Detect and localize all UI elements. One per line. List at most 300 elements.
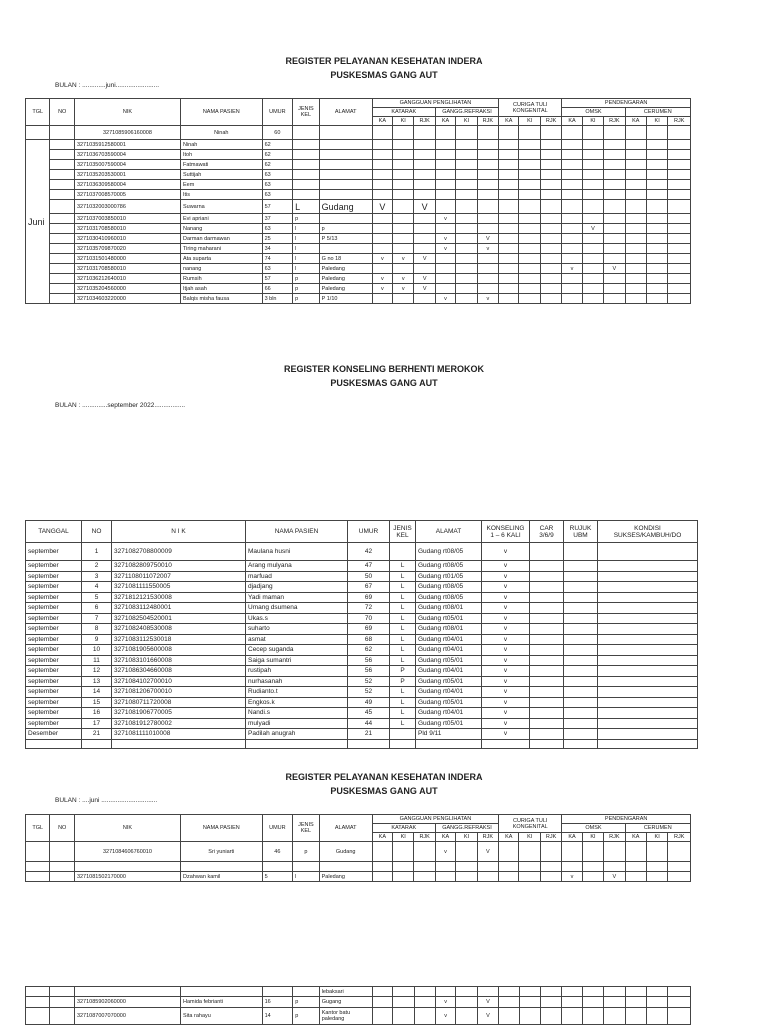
col-tanggal: TANGGAL [26,521,82,543]
konseling-cell: v [482,708,530,719]
jk-cell: l [293,224,320,234]
check-cell [393,224,414,234]
jk-cell: l [293,244,320,254]
konseling-cell: v [482,666,530,677]
puskesmas-title: PUSKESMAS GANG AUT [330,786,438,796]
check-cell [477,150,498,160]
col-ki: KI [646,117,667,126]
check-cell [668,190,691,200]
car-cell [530,603,564,614]
col-ki: KI [456,117,477,126]
check-cell [646,200,667,214]
umur-cell: 68 [348,634,390,645]
alamat-cell: Gudang rt08/05 [416,592,482,603]
col-kondisi: KONDISI SUKSES/KAMBUH/DO [598,521,698,543]
umur-cell: 66 [262,284,293,294]
kondisi-cell [598,603,698,614]
no-cell: 11 [82,655,112,666]
check-cell [582,274,603,284]
col-alamat: ALAMAT [319,99,372,126]
col-ki: KI [582,117,603,126]
col-jenis-kel: JENIS KEL [293,815,320,842]
check-cell: v [562,872,582,882]
table-row [26,294,691,304]
table-row [26,729,698,740]
alamat-cell: Gudang rt05/01 [416,676,482,687]
check-cell [372,234,392,244]
col-ki: KI [393,833,414,842]
check-cell [646,254,667,264]
jk-cell: L [390,687,416,698]
col-katarak: KATARAK [372,824,435,833]
kondisi-cell [598,613,698,624]
check-cell [435,987,455,997]
alamat-cell: lebaksari [319,987,372,997]
table-row [26,634,698,645]
col-nik: N I K [112,521,246,543]
table-row [26,561,698,572]
car-cell [530,729,564,740]
nama-cell: nurhasanah [246,676,348,687]
tanggal-cell: september [26,624,82,635]
no-cell [50,264,74,274]
car-cell [530,666,564,677]
kondisi-cell [598,624,698,635]
alamat-cell: Gudang rt05/01 [416,718,482,729]
rujuk-cell [564,543,598,561]
umur-cell: 60 [262,126,293,140]
check-cell [519,234,540,244]
no-cell: 14 [82,687,112,698]
check-cell [625,234,646,244]
jk-cell [293,150,320,160]
check-cell [372,170,392,180]
check-cell [540,224,561,234]
jk-cell: p [293,214,320,224]
konseling-cell: v [482,655,530,666]
nik-cell: 3271812121530008 [112,592,246,603]
car-cell [530,582,564,593]
rujuk-cell [564,718,598,729]
nama-cell: Fatmawati [180,160,262,170]
col-no: NO [50,815,74,842]
check-cell [646,234,667,244]
check-cell [604,234,625,244]
check-cell [435,170,455,180]
tgl-cell [26,1008,50,1025]
check-cell [393,244,414,254]
check-cell [519,294,540,304]
check-cell [668,170,691,180]
check-cell [499,200,519,214]
nik-cell: 3271081905600008 [112,645,246,656]
check-cell [582,1008,603,1025]
kondisi-cell [598,655,698,666]
col-umur: UMUR [262,815,293,842]
check-cell [668,264,691,274]
no-cell: 15 [82,697,112,708]
check-cell [435,190,455,200]
alamat-cell: Paledang [319,284,372,294]
check-cell [456,997,477,1008]
check-cell [435,200,455,214]
check-cell [604,284,625,294]
check-cell [646,170,667,180]
car-cell [530,634,564,645]
check-cell [519,274,540,284]
col-ki: KI [582,833,603,842]
check-cell [582,987,603,997]
check-cell [477,214,498,224]
nik-cell: 3271084606760010 [74,842,180,862]
nik-cell: 3271082408530008 [112,624,246,635]
jk-cell: L [390,634,416,645]
car-cell [530,687,564,698]
rujuk-cell [564,729,598,740]
col-pendengaran: PENDENGARAN [562,815,691,824]
nama-cell: nanang [180,264,262,274]
nama-cell: Ukas.s [246,613,348,624]
rujuk-cell [564,582,598,593]
kondisi-cell [598,592,698,603]
check-cell [582,264,603,274]
konseling-cell: v [482,697,530,708]
alamat-cell: Gugang [319,997,372,1008]
jk-cell: L [390,645,416,656]
umur-cell: 62 [262,150,293,160]
check-cell [582,244,603,254]
check-cell [372,140,392,150]
tanggal-cell: september [26,561,82,572]
nama-cell: Rumsih [180,274,262,284]
cell [564,739,598,748]
table-row [26,150,691,160]
check-cell [519,254,540,264]
table-row [26,666,698,677]
check-cell [372,244,392,254]
check-cell [646,140,667,150]
alamat-cell: Kantor batu paledang [319,1008,372,1025]
col-refraksi: GANGG.REFRAKSI [435,824,498,833]
table-row [26,244,691,254]
nik-cell: 3271031708580010 [74,264,180,274]
no-cell [50,160,74,170]
check-cell: V [604,264,625,274]
tanggal-cell: september [26,582,82,593]
check-cell [604,997,625,1008]
nik-cell: 3271086304660008 [112,666,246,677]
alamat-cell: Paledang [319,274,372,284]
tanggal-cell: september [26,592,82,603]
umur-cell: 47 [348,561,390,572]
nama-cell: Eem [180,180,262,190]
jk-cell: L [390,603,416,614]
jk-cell: p [293,842,320,862]
check-cell [625,274,646,284]
alamat-cell [319,180,372,190]
check-cell [499,190,519,200]
kondisi-cell [598,697,698,708]
nama-cell: Yadi maman [246,592,348,603]
rujuk-cell [564,676,598,687]
check-cell [456,190,477,200]
check-cell [668,140,691,150]
check-cell [477,264,498,274]
alamat-cell [319,160,372,170]
rujuk-cell [564,708,598,719]
check-cell [477,190,498,200]
konseling-cell: v [482,571,530,582]
check-cell [499,254,519,264]
nik-cell: 3271081912780002 [112,718,246,729]
umur-cell: 49 [348,697,390,708]
check-cell: v [435,997,455,1008]
nama-cell: djadjang [246,582,348,593]
col-ka: KA [372,117,392,126]
check-cell: V [414,284,435,294]
check-cell: v [477,244,498,254]
check-cell [519,160,540,170]
jk-cell [293,140,320,150]
alamat-cell: Gudang rt04/01 [416,634,482,645]
col-curiga: CURIGA TULI KONGENITAL [499,815,562,833]
check-cell [519,224,540,234]
check-cell [562,160,582,170]
table-row [26,140,691,150]
check-cell [625,190,646,200]
check-cell [646,1008,667,1025]
check-cell [540,200,561,214]
check-cell [668,180,691,190]
col-omsk: OMSK [562,824,625,833]
car-cell [530,543,564,561]
check-cell: v [562,264,582,274]
table-row [26,613,698,624]
check-cell [499,170,519,180]
nik-cell: 3271030410960010 [74,234,180,244]
nama-cell: Itis [180,190,262,200]
check-cell [562,140,582,150]
check-cell [604,224,625,234]
konseling-cell: v [482,613,530,624]
check-cell [582,284,603,294]
table-row [26,687,698,698]
jk-cell: L [293,200,320,214]
nama-cell: Sita rahayu [181,1008,263,1025]
nik-cell: 3271087007070000 [74,1008,180,1025]
col-ka: KA [499,117,519,126]
col-nama: NAMA PASIEN [180,815,262,842]
umur-cell: 70 [348,613,390,624]
jk-cell: L [390,718,416,729]
check-cell [604,200,625,214]
check-cell: v [393,254,414,264]
tanggal-cell: september [26,697,82,708]
no-cell: 5 [82,592,112,603]
check-cell [477,200,498,214]
check-cell [519,200,540,214]
nik-cell: 3271081906770005 [112,708,246,719]
no-cell [50,987,74,997]
no-cell [50,214,74,224]
nik-cell: 3271081111550005 [112,582,246,593]
col-ka: KA [435,833,455,842]
konseling-cell: v [482,676,530,687]
umur-cell: 63 [262,170,293,180]
col-rjk: RJK [477,117,498,126]
check-cell [456,160,477,170]
car-cell [530,624,564,635]
umur-cell: 44 [348,718,390,729]
alamat-cell: G no 18 [319,254,372,264]
no-cell: 7 [82,613,112,624]
check-cell [646,160,667,170]
check-cell [519,170,540,180]
check-cell [646,264,667,274]
check-cell [393,180,414,190]
rujuk-cell [564,655,598,666]
nik-cell: 3271037008570005 [74,190,180,200]
check-cell [393,987,414,997]
bulan-label: BULAN : .............juni........................ [55,82,160,89]
check-cell [435,254,455,264]
check-cell [625,1008,646,1025]
konseling-cell: v [482,718,530,729]
tgl-cell [26,987,50,997]
indera-register-table-3 [25,986,691,1025]
check-cell: V [414,254,435,264]
car-cell [530,676,564,687]
check-cell [372,264,392,274]
check-cell [519,997,540,1008]
check-cell [456,234,477,244]
umur-cell: 57 [262,200,293,214]
jk-cell [390,543,416,561]
check-cell [668,274,691,284]
check-cell [668,284,691,294]
check-cell [646,214,667,224]
check-cell: v [435,244,455,254]
table-row [26,170,691,180]
check-cell [540,1008,561,1025]
nama-cell: Balqis misha fausa [180,294,262,304]
check-cell: V [414,274,435,284]
check-cell [499,150,519,160]
check-cell [604,244,625,254]
umur-cell: 63 [262,264,293,274]
konseling-cell: v [482,582,530,593]
check-cell [414,244,435,254]
jk-cell: p [293,1008,320,1025]
check-cell [477,254,498,264]
nik-cell: 3271081206700010 [112,687,246,698]
check-cell [519,150,540,160]
check-cell [604,160,625,170]
alamat-cell: P 1/10 [319,294,372,304]
col-alamat: ALAMAT [416,521,482,543]
col-rjk: RJK [477,833,498,842]
col-ki: KI [456,833,477,842]
nik-cell: 3271082809750010 [112,561,246,572]
check-cell [540,264,561,274]
check-cell [477,987,498,997]
col-ki: KI [519,833,540,842]
no-cell: 4 [82,582,112,593]
col-curiga: CURIGA TULI KONGENITAL [499,99,562,117]
bulan-label: BULAN : ..............september 2022................. [55,402,186,409]
check-cell [625,200,646,214]
check-cell [540,274,561,284]
check-cell [625,294,646,304]
check-cell [456,254,477,264]
section3-title [0,770,768,798]
check-cell [456,200,477,214]
check-cell [604,1008,625,1025]
jk-cell: l [293,254,320,264]
no-cell: 8 [82,624,112,635]
umur-cell: 34 [262,244,293,254]
check-cell [477,224,498,234]
table-row [26,234,691,244]
no-cell [50,274,74,284]
check-cell [582,180,603,190]
alamat-cell: Gudang rt04/01 [416,708,482,719]
nama-cell: marfuad [246,571,348,582]
table-row [26,571,698,582]
konseling-cell: v [482,729,530,740]
check-cell: v [435,294,455,304]
nama-cell: Cecep suganda [246,645,348,656]
check-cell [646,244,667,254]
nik-cell: 3271082708800009 [112,543,246,561]
tanggal-cell: september [26,655,82,666]
check-cell [625,284,646,294]
check-cell [499,1008,519,1025]
check-cell [582,150,603,160]
table-row [26,190,691,200]
alamat-cell: Gudang rt05/01 [416,697,482,708]
check-cell: V [477,1008,498,1025]
no-cell: 1 [82,543,112,561]
jk-cell: L [390,561,416,572]
umur-cell: 62 [262,160,293,170]
check-cell [668,234,691,244]
jk-cell [293,987,320,997]
nama-cell: mulyadi [246,718,348,729]
check-cell [499,987,519,997]
alamat-cell: Paledang [319,872,372,882]
car-cell [530,697,564,708]
nik-cell: 3271081111010008 [112,729,246,740]
nama-cell: Ata suparta [180,254,262,264]
nama-cell: Maulana husni [246,543,348,561]
umur-cell: 62 [348,645,390,656]
nama-cell: Suwarna [180,200,262,214]
car-cell [530,592,564,603]
check-cell [393,170,414,180]
register-title: REGISTER PELAYANAN KESEHATAN INDERA [285,772,483,782]
nama-cell: Hamida febrianti [181,997,263,1008]
konseling-cell: v [482,603,530,614]
check-cell [668,150,691,160]
umur-cell: 69 [348,624,390,635]
nama-cell: Padilah anugrah [246,729,348,740]
car-cell [530,645,564,656]
nik-cell: 3271035203530001 [74,170,180,180]
check-cell [499,140,519,150]
col-nik: NIK [74,815,180,842]
table-row [26,697,698,708]
